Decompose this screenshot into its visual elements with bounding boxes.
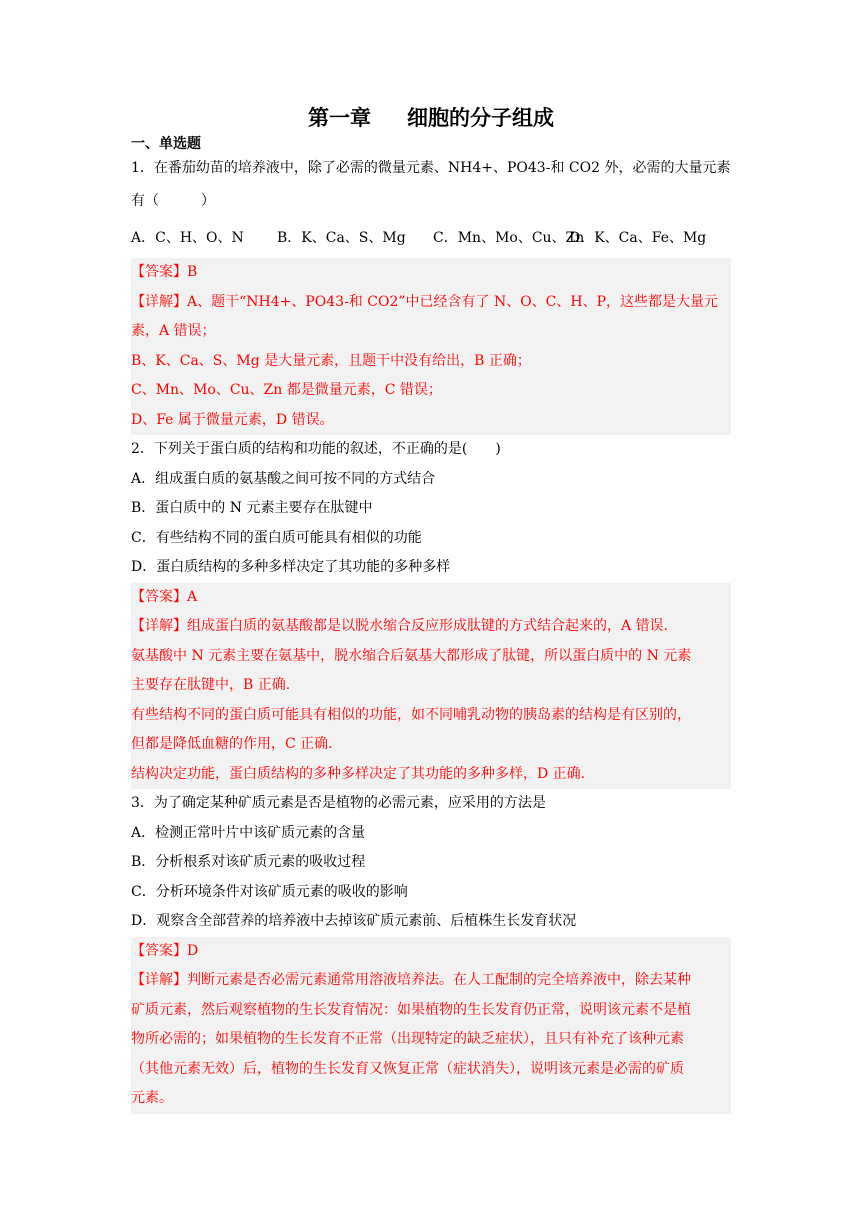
- explanation-line: 【详解】组成蛋白质的氨基酸都是以脱水缩合反应形成肽键的方式结合起来的，A 错误.: [131, 618, 669, 634]
- option-d: D．蛋白质结构的多种多样决定了其功能的多种多样: [131, 559, 451, 575]
- document-page: [131, 100, 731, 1114]
- answer-label: 【答案】A: [131, 588, 198, 605]
- explanation-line: 有些结构不同的蛋白质可能具有相似的功能，如不同哺乳动物的胰岛素的结构是有区别的，: [131, 706, 691, 723]
- chapter-number: 第一章: [308, 106, 371, 130]
- question-stem-line: 3．为了确定某种矿质元素是否是植物的必需元素，应采用的方法是: [131, 795, 546, 811]
- explanation-line: （其他元素无效）后，植物的生长发育又恢复正常（症状消失），说明该元素是必需的矿质: [131, 1060, 684, 1077]
- answer-label: 【答案】D: [131, 942, 199, 959]
- option-c: C．分析环境条件对该矿质元素的吸收的影响: [131, 883, 408, 900]
- answer-label: 【答案】B: [131, 264, 198, 280]
- explanation-line: B、K、Ca、S、Mg 是大量元素，且题干中没有给出，B 正确；: [131, 352, 531, 369]
- question-stem-line: 有（ ）: [131, 193, 215, 209]
- question-2: [131, 435, 731, 583]
- explanation-line: C、Mn、Mo、Cu、Zn 都是微量元素，C 错误；: [131, 382, 442, 398]
- option-d: D．观察含全部营养的培养液中去掉该矿质元素前、后植株生长发育状况: [131, 913, 577, 929]
- chapter-title: [131, 100, 731, 136]
- explanation-line: 元素。: [131, 1090, 173, 1106]
- answer-block-1: [131, 258, 731, 435]
- option-a: A．组成蛋白质的氨基酸之间可按不同的方式结合: [131, 470, 436, 487]
- option-c: C．Mn、Mo、Cu、Zn: [433, 230, 585, 246]
- explanation-line: 结构决定功能，蛋白质结构的多种多样决定了其功能的多种多样，D 正确.: [131, 765, 586, 782]
- explanation-line: 【详解】判断元素是否必需元素通常用溶液培养法。在人工配制的完全培养液中，除去某种: [131, 972, 691, 988]
- explanation-line: 氨基酸中 N 元素主要在氨基中，脱水缩合后氨基大都形成了肽键，所以蛋白质中的 N 元素: [131, 647, 692, 664]
- question-stem-line: 1．在番茄幼苗的培养液中，除了必需的微量元素、NH4+、PO43-和 CO2 外，必需的大量元素: [131, 160, 731, 176]
- question-1: [131, 152, 731, 218]
- explanation-line: 主要存在肽键中，B 正确.: [131, 677, 291, 693]
- chapter-name: 细胞的分子组成: [407, 106, 554, 130]
- answer-block-2: [131, 583, 731, 790]
- explanation-line: 但都是降低血糖的作用，C 正确.: [131, 736, 333, 752]
- question-stem-line: 2．下列关于蛋白质的结构和功能的叙述，不正确的是( ): [131, 441, 501, 457]
- section-heading: 一、单选题: [131, 136, 201, 152]
- option-c: C．有些结构不同的蛋白质可能具有相似的功能: [131, 529, 422, 546]
- option-d: D．K、Ca、Fe、Mg: [569, 230, 707, 246]
- explanation-line: 物所必需的；如果植物的生长发育不正常（出现特定的缺乏症状），且只有补充了该种元素: [131, 1031, 684, 1047]
- option-b: B．蛋白质中的 N 元素主要存在肽键中: [131, 500, 373, 516]
- explanation-line: 素，A 错误；: [131, 323, 216, 339]
- option-a: A．C、H、O、N: [131, 230, 244, 246]
- explanation-line: 【详解】A、题干“NH4+、PO43-和 CO2”中已经含有了 N、O、C、H、P，这些都是大量元: [131, 293, 719, 310]
- answer-block-3: [131, 937, 731, 1114]
- question-3: [131, 789, 731, 937]
- question-1-options: [131, 218, 731, 258]
- option-a: A．检测正常叶片中该矿质元素的含量: [131, 824, 366, 841]
- explanation-line: 矿质元素，然后观察植物的生长发育情况：如果植物的生长发育仍正常，说明该元素不是植: [131, 1001, 691, 1018]
- option-b: B．K、Ca、S、Mg: [277, 230, 406, 246]
- option-b: B．分析根系对该矿质元素的吸收过程: [131, 854, 366, 870]
- explanation-line: D、Fe 属于微量元素，D 错误。: [131, 411, 334, 428]
